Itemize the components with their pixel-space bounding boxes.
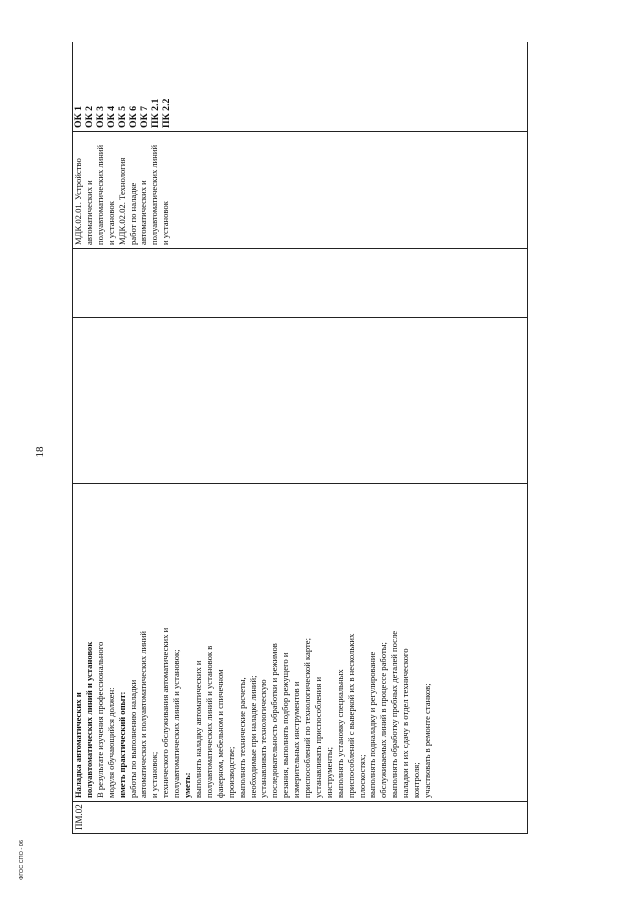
content-line: В результате изучения профессионального [94, 641, 105, 798]
content-line: выполнять технические расчеты, [236, 677, 247, 798]
competency-code: ОК 2 [84, 105, 95, 128]
competency-code: ОК 4 [106, 105, 117, 128]
content-line: выполнять наладку автоматических и [192, 660, 203, 798]
content-line: фанерном, мебельном и спичечном [214, 669, 225, 798]
competency-code: ОК 7 [139, 105, 150, 128]
content-line: работы по выполнению наладки [127, 679, 138, 798]
content-line: устанавливать технологическую [258, 679, 269, 798]
content-line: и установок; [149, 751, 160, 798]
competency-code: ПК 2.1 [150, 98, 161, 128]
content-line: наладки и их сдачу в отдел технического [400, 648, 411, 798]
content-line: плоскостях; [356, 754, 367, 798]
competency-code: ОК 1 [73, 105, 84, 128]
footer-code: ФГОС СПО - 06 [19, 840, 25, 880]
table-row [73, 42, 528, 834]
content-line: полуавтоматических линий и установок; [171, 649, 182, 798]
content-line: производстве; [225, 746, 236, 798]
content-line: устанавливать приспособления и [312, 676, 323, 798]
mdk-line: и установок [160, 201, 171, 245]
mdk-cell [73, 132, 528, 249]
mdk-line: автоматических и [138, 180, 149, 245]
mdk-line: автоматических и [83, 180, 94, 245]
content-line: автоматических и полуавтоматических линий [138, 631, 149, 798]
content-line: выполнять подналадку и регулирование [367, 651, 378, 798]
mdk-line: МДК.02.01. Устройство [73, 158, 83, 245]
curriculum-table-rotated [72, 42, 528, 834]
competency-code: ОК 6 [128, 105, 139, 128]
content-line: технического обслуживания автоматических и [160, 627, 171, 798]
competency-code: ОК 5 [117, 105, 128, 128]
content-line: уметь: [182, 772, 193, 798]
content-line: необходимые при наладке линий; [247, 675, 258, 798]
mdk-line: полуавтоматических линий [94, 144, 105, 245]
content-line: приспособлений по технологической карте; [302, 638, 313, 798]
competency-code: ПК 2.2 [161, 98, 172, 128]
mdk-line: полуавтоматических линий [149, 144, 160, 245]
content-line: полуавтоматических линий и установок в [203, 645, 214, 798]
mdk-line: МДК.02.02. Технология [116, 157, 127, 245]
class-hours-cell [73, 249, 528, 318]
competency-code: ОК 3 [95, 105, 106, 128]
max-hours-cell [73, 318, 528, 484]
competencies-cell [73, 42, 528, 132]
content-line: приспособлений с выверкой их в нескольких [345, 633, 356, 798]
content-line: Наладка автоматических и [73, 692, 83, 798]
content-line: измерительных инструментов и [291, 681, 302, 798]
content-line: модуля обучающийся должен: [105, 687, 116, 798]
content-cell [73, 484, 528, 802]
content-line: последовательность обработки и режимов [269, 643, 280, 798]
content-line: выполнять установку специальных [334, 669, 345, 798]
content-line: участвовать в ремонте станков; [422, 683, 432, 798]
curriculum-table-wrapper [72, 42, 528, 834]
content-line: выполнять обработку пробных деталей после [389, 630, 400, 798]
module-code: ПМ.02 [74, 804, 84, 830]
content-line: иметь практический опыт: [116, 691, 127, 798]
content-line: инструменты; [323, 746, 334, 798]
content-line: резания, выполнять подбор режущего и [280, 652, 291, 798]
content-line: полуавтоматических линий и установок [83, 641, 94, 798]
curriculum-table [72, 42, 528, 834]
content-line: обслуживаемых линий в процессе работы; [378, 642, 389, 798]
module-code-cell [73, 802, 528, 834]
content-line: контроля; [411, 762, 422, 798]
mdk-line: и установок [105, 201, 116, 245]
mdk-line: работ по наладке [127, 182, 138, 245]
page-number: 18 [34, 446, 46, 458]
